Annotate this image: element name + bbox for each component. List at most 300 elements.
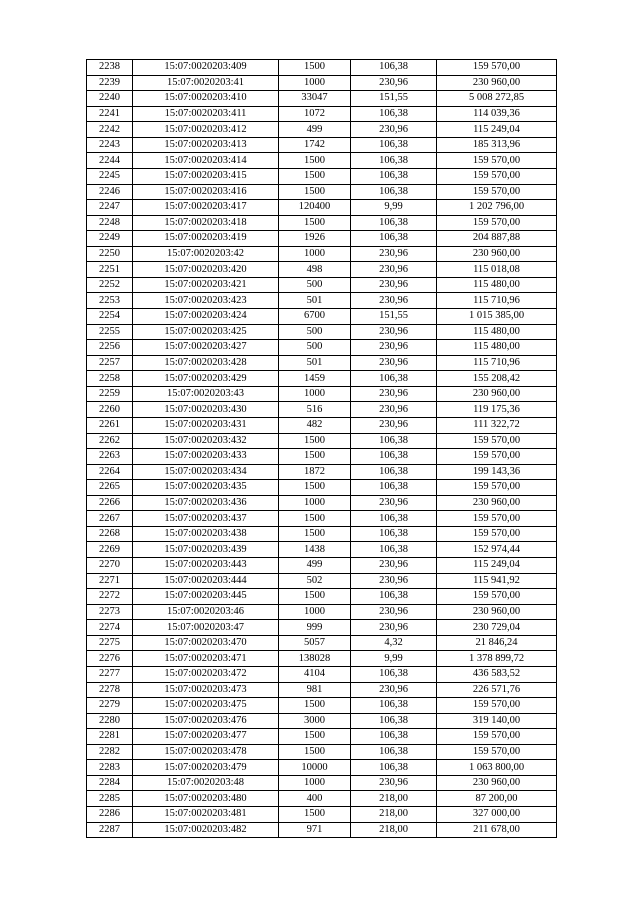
table-row <box>87 402 557 418</box>
rate-cell: 106,38 <box>351 698 437 714</box>
cadastral-number-cell: 15:07:0020203:436 <box>133 495 279 511</box>
value-cell: 1 202 796,00 <box>437 200 557 216</box>
row-number-cell: 2247 <box>87 200 133 216</box>
table-row <box>87 713 557 729</box>
cadastral-number-cell: 15:07:0020203:476 <box>133 713 279 729</box>
value-cell: 327 000,00 <box>437 807 557 823</box>
table-row <box>87 807 557 823</box>
cadastral-number-cell: 15:07:0020203:415 <box>133 168 279 184</box>
row-number-cell: 2275 <box>87 635 133 651</box>
area-cell: 6700 <box>279 309 351 325</box>
rate-cell: 106,38 <box>351 666 437 682</box>
value-cell: 115 018,08 <box>437 262 557 278</box>
value-cell: 211 678,00 <box>437 822 557 838</box>
row-number-cell: 2286 <box>87 807 133 823</box>
area-cell: 5057 <box>279 635 351 651</box>
row-number-cell: 2244 <box>87 153 133 169</box>
cadastral-number-cell: 15:07:0020203:43 <box>133 386 279 402</box>
cadastral-number-cell: 15:07:0020203:480 <box>133 791 279 807</box>
cadastral-number-cell: 15:07:0020203:473 <box>133 682 279 698</box>
row-number-cell: 2268 <box>87 526 133 542</box>
cadastral-number-cell: 15:07:0020203:48 <box>133 775 279 791</box>
area-cell: 1500 <box>279 168 351 184</box>
rate-cell: 106,38 <box>351 106 437 122</box>
row-number-cell: 2248 <box>87 215 133 231</box>
rate-cell: 106,38 <box>351 215 437 231</box>
row-number-cell: 2281 <box>87 729 133 745</box>
value-cell: 119 175,36 <box>437 402 557 418</box>
value-cell: 159 570,00 <box>437 433 557 449</box>
row-number-cell: 2256 <box>87 340 133 356</box>
area-cell: 501 <box>279 293 351 309</box>
cadastral-number-cell: 15:07:0020203:431 <box>133 417 279 433</box>
area-cell: 1500 <box>279 184 351 200</box>
table-row <box>87 215 557 231</box>
rate-cell: 106,38 <box>351 231 437 247</box>
area-cell: 1500 <box>279 526 351 542</box>
value-cell: 159 570,00 <box>437 744 557 760</box>
rate-cell: 106,38 <box>351 371 437 387</box>
row-number-cell: 2252 <box>87 277 133 293</box>
table-row <box>87 449 557 465</box>
rate-cell: 4,32 <box>351 635 437 651</box>
rate-cell: 230,96 <box>351 682 437 698</box>
area-cell: 1000 <box>279 495 351 511</box>
table-row <box>87 75 557 91</box>
row-number-cell: 2280 <box>87 713 133 729</box>
row-number-cell: 2271 <box>87 573 133 589</box>
cadastral-number-cell: 15:07:0020203:478 <box>133 744 279 760</box>
value-cell: 155 208,42 <box>437 371 557 387</box>
rate-cell: 230,96 <box>351 277 437 293</box>
cadastral-number-cell: 15:07:0020203:438 <box>133 526 279 542</box>
cadastral-number-cell: 15:07:0020203:409 <box>133 60 279 76</box>
area-cell: 1742 <box>279 137 351 153</box>
value-cell: 115 249,04 <box>437 122 557 138</box>
rate-cell: 230,96 <box>351 75 437 91</box>
cadastral-number-cell: 15:07:0020203:482 <box>133 822 279 838</box>
area-cell: 500 <box>279 277 351 293</box>
area-cell: 1500 <box>279 744 351 760</box>
rate-cell: 230,96 <box>351 604 437 620</box>
rate-cell: 230,96 <box>351 573 437 589</box>
value-cell: 5 008 272,85 <box>437 91 557 107</box>
area-cell: 1000 <box>279 604 351 620</box>
table-row <box>87 558 557 574</box>
rate-cell: 9,99 <box>351 200 437 216</box>
table-row <box>87 293 557 309</box>
cadastral-number-cell: 15:07:0020203:437 <box>133 511 279 527</box>
cadastral-number-cell: 15:07:0020203:417 <box>133 200 279 216</box>
row-number-cell: 2262 <box>87 433 133 449</box>
cadastral-number-cell: 15:07:0020203:439 <box>133 542 279 558</box>
cadastral-number-cell: 15:07:0020203:46 <box>133 604 279 620</box>
value-cell: 230 960,00 <box>437 386 557 402</box>
rate-cell: 218,00 <box>351 822 437 838</box>
cadastral-number-cell: 15:07:0020203:428 <box>133 355 279 371</box>
row-number-cell: 2284 <box>87 775 133 791</box>
table-row <box>87 635 557 651</box>
value-cell: 204 887,88 <box>437 231 557 247</box>
table-row <box>87 511 557 527</box>
table-row <box>87 340 557 356</box>
rate-cell: 230,96 <box>351 246 437 262</box>
row-number-cell: 2273 <box>87 604 133 620</box>
row-number-cell: 2253 <box>87 293 133 309</box>
cadastral-number-cell: 15:07:0020203:425 <box>133 324 279 340</box>
cadastral-number-cell: 15:07:0020203:421 <box>133 277 279 293</box>
table-row <box>87 386 557 402</box>
row-number-cell: 2258 <box>87 371 133 387</box>
row-number-cell: 2239 <box>87 75 133 91</box>
area-cell: 120400 <box>279 200 351 216</box>
rate-cell: 151,55 <box>351 91 437 107</box>
area-cell: 1072 <box>279 106 351 122</box>
row-number-cell: 2245 <box>87 168 133 184</box>
area-cell: 10000 <box>279 760 351 776</box>
rate-cell: 106,38 <box>351 744 437 760</box>
table-row <box>87 573 557 589</box>
cadastral-number-cell: 15:07:0020203:416 <box>133 184 279 200</box>
area-cell: 1000 <box>279 75 351 91</box>
cadastral-number-cell: 15:07:0020203:47 <box>133 620 279 636</box>
row-number-cell: 2261 <box>87 417 133 433</box>
value-cell: 159 570,00 <box>437 184 557 200</box>
cadastral-number-cell: 15:07:0020203:413 <box>133 137 279 153</box>
value-cell: 230 729,04 <box>437 620 557 636</box>
area-cell: 499 <box>279 122 351 138</box>
area-cell: 1926 <box>279 231 351 247</box>
table-row <box>87 666 557 682</box>
rate-cell: 106,38 <box>351 713 437 729</box>
value-cell: 115 710,96 <box>437 355 557 371</box>
area-cell: 971 <box>279 822 351 838</box>
row-number-cell: 2274 <box>87 620 133 636</box>
table-row <box>87 775 557 791</box>
area-cell: 1500 <box>279 589 351 605</box>
table-row <box>87 433 557 449</box>
area-cell: 981 <box>279 682 351 698</box>
value-cell: 226 571,76 <box>437 682 557 698</box>
table-row <box>87 822 557 838</box>
rate-cell: 106,38 <box>351 589 437 605</box>
table-row <box>87 153 557 169</box>
rate-cell: 106,38 <box>351 137 437 153</box>
row-number-cell: 2250 <box>87 246 133 262</box>
area-cell: 1438 <box>279 542 351 558</box>
value-cell: 319 140,00 <box>437 713 557 729</box>
cadastral-number-cell: 15:07:0020203:430 <box>133 402 279 418</box>
value-cell: 115 480,00 <box>437 324 557 340</box>
cadastral-number-cell: 15:07:0020203:472 <box>133 666 279 682</box>
row-number-cell: 2263 <box>87 449 133 465</box>
row-number-cell: 2249 <box>87 231 133 247</box>
parcel-value-table <box>86 59 557 838</box>
row-number-cell: 2254 <box>87 309 133 325</box>
table-row <box>87 277 557 293</box>
area-cell: 1872 <box>279 464 351 480</box>
row-number-cell: 2270 <box>87 558 133 574</box>
table-row <box>87 760 557 776</box>
value-cell: 21 846,24 <box>437 635 557 651</box>
cadastral-number-cell: 15:07:0020203:412 <box>133 122 279 138</box>
row-number-cell: 2240 <box>87 91 133 107</box>
row-number-cell: 2267 <box>87 511 133 527</box>
cadastral-number-cell: 15:07:0020203:419 <box>133 231 279 247</box>
rate-cell: 230,96 <box>351 262 437 278</box>
rate-cell: 230,96 <box>351 495 437 511</box>
table-row <box>87 480 557 496</box>
rate-cell: 230,96 <box>351 293 437 309</box>
rate-cell: 106,38 <box>351 184 437 200</box>
value-cell: 159 570,00 <box>437 526 557 542</box>
cadastral-number-cell: 15:07:0020203:471 <box>133 651 279 667</box>
cadastral-number-cell: 15:07:0020203:475 <box>133 698 279 714</box>
area-cell: 400 <box>279 791 351 807</box>
value-cell: 159 570,00 <box>437 168 557 184</box>
value-cell: 115 249,04 <box>437 558 557 574</box>
cadastral-number-cell: 15:07:0020203:444 <box>133 573 279 589</box>
rate-cell: 106,38 <box>351 168 437 184</box>
table-row <box>87 371 557 387</box>
value-cell: 115 710,96 <box>437 293 557 309</box>
table-row <box>87 309 557 325</box>
rate-cell: 230,96 <box>351 355 437 371</box>
value-cell: 1 063 800,00 <box>437 760 557 776</box>
table-row <box>87 168 557 184</box>
cadastral-number-cell: 15:07:0020203:443 <box>133 558 279 574</box>
row-number-cell: 2287 <box>87 822 133 838</box>
value-cell: 1 015 385,00 <box>437 309 557 325</box>
value-cell: 111 322,72 <box>437 417 557 433</box>
rate-cell: 230,96 <box>351 558 437 574</box>
area-cell: 999 <box>279 620 351 636</box>
row-number-cell: 2242 <box>87 122 133 138</box>
row-number-cell: 2283 <box>87 760 133 776</box>
value-cell: 1 378 899,72 <box>437 651 557 667</box>
row-number-cell: 2279 <box>87 698 133 714</box>
row-number-cell: 2282 <box>87 744 133 760</box>
area-cell: 4104 <box>279 666 351 682</box>
area-cell: 516 <box>279 402 351 418</box>
rate-cell: 230,96 <box>351 775 437 791</box>
value-cell: 436 583,52 <box>437 666 557 682</box>
table-row <box>87 184 557 200</box>
cadastral-number-cell: 15:07:0020203:411 <box>133 106 279 122</box>
value-cell: 159 570,00 <box>437 153 557 169</box>
value-cell: 152 974,44 <box>437 542 557 558</box>
value-cell: 114 039,36 <box>437 106 557 122</box>
table-row <box>87 137 557 153</box>
cadastral-number-cell: 15:07:0020203:423 <box>133 293 279 309</box>
cadastral-number-cell: 15:07:0020203:420 <box>133 262 279 278</box>
table-row <box>87 417 557 433</box>
table-row <box>87 620 557 636</box>
table-row <box>87 262 557 278</box>
table-row <box>87 744 557 760</box>
area-cell: 33047 <box>279 91 351 107</box>
rate-cell: 218,00 <box>351 791 437 807</box>
area-cell: 502 <box>279 573 351 589</box>
rate-cell: 230,96 <box>351 620 437 636</box>
area-cell: 1500 <box>279 215 351 231</box>
table-row <box>87 60 557 76</box>
value-cell: 159 570,00 <box>437 480 557 496</box>
table-row <box>87 464 557 480</box>
cadastral-number-cell: 15:07:0020203:435 <box>133 480 279 496</box>
row-number-cell: 2269 <box>87 542 133 558</box>
value-cell: 185 313,96 <box>437 137 557 153</box>
table-row <box>87 495 557 511</box>
area-cell: 1000 <box>279 775 351 791</box>
cadastral-number-cell: 15:07:0020203:41 <box>133 75 279 91</box>
row-number-cell: 2259 <box>87 386 133 402</box>
rate-cell: 106,38 <box>351 480 437 496</box>
value-cell: 159 570,00 <box>437 729 557 745</box>
table-row <box>87 324 557 340</box>
value-cell: 230 960,00 <box>437 246 557 262</box>
value-cell: 230 960,00 <box>437 75 557 91</box>
value-cell: 199 143,36 <box>437 464 557 480</box>
table-row <box>87 231 557 247</box>
row-number-cell: 2241 <box>87 106 133 122</box>
rate-cell: 106,38 <box>351 760 437 776</box>
area-cell: 1500 <box>279 60 351 76</box>
row-number-cell: 2238 <box>87 60 133 76</box>
area-cell: 1500 <box>279 449 351 465</box>
cadastral-number-cell: 15:07:0020203:418 <box>133 215 279 231</box>
table-body <box>87 60 557 838</box>
area-cell: 1500 <box>279 807 351 823</box>
row-number-cell: 2277 <box>87 666 133 682</box>
area-cell: 500 <box>279 340 351 356</box>
cadastral-number-cell: 15:07:0020203:424 <box>133 309 279 325</box>
row-number-cell: 2255 <box>87 324 133 340</box>
rate-cell: 106,38 <box>351 464 437 480</box>
value-cell: 159 570,00 <box>437 589 557 605</box>
row-number-cell: 2257 <box>87 355 133 371</box>
cadastral-number-cell: 15:07:0020203:433 <box>133 449 279 465</box>
table-row <box>87 526 557 542</box>
table-row <box>87 651 557 667</box>
area-cell: 482 <box>279 417 351 433</box>
cadastral-number-cell: 15:07:0020203:479 <box>133 760 279 776</box>
cadastral-number-cell: 15:07:0020203:429 <box>133 371 279 387</box>
rate-cell: 106,38 <box>351 729 437 745</box>
value-cell: 115 480,00 <box>437 340 557 356</box>
cadastral-number-cell: 15:07:0020203:470 <box>133 635 279 651</box>
rate-cell: 106,38 <box>351 511 437 527</box>
value-cell: 159 570,00 <box>437 449 557 465</box>
table-row <box>87 604 557 620</box>
table-row <box>87 589 557 605</box>
cadastral-number-cell: 15:07:0020203:414 <box>133 153 279 169</box>
row-number-cell: 2243 <box>87 137 133 153</box>
value-cell: 159 570,00 <box>437 60 557 76</box>
table-row <box>87 698 557 714</box>
cadastral-number-cell: 15:07:0020203:410 <box>133 91 279 107</box>
area-cell: 1500 <box>279 480 351 496</box>
rate-cell: 230,96 <box>351 402 437 418</box>
cadastral-number-cell: 15:07:0020203:434 <box>133 464 279 480</box>
value-cell: 230 960,00 <box>437 495 557 511</box>
table-row <box>87 729 557 745</box>
value-cell: 115 480,00 <box>437 277 557 293</box>
table-row <box>87 246 557 262</box>
rate-cell: 9,99 <box>351 651 437 667</box>
value-cell: 230 960,00 <box>437 775 557 791</box>
table-row <box>87 122 557 138</box>
cadastral-number-cell: 15:07:0020203:427 <box>133 340 279 356</box>
rate-cell: 230,96 <box>351 122 437 138</box>
rate-cell: 218,00 <box>351 807 437 823</box>
row-number-cell: 2246 <box>87 184 133 200</box>
cadastral-number-cell: 15:07:0020203:432 <box>133 433 279 449</box>
value-cell: 115 941,92 <box>437 573 557 589</box>
table-row <box>87 200 557 216</box>
rate-cell: 106,38 <box>351 526 437 542</box>
area-cell: 1500 <box>279 511 351 527</box>
value-cell: 87 200,00 <box>437 791 557 807</box>
row-number-cell: 2272 <box>87 589 133 605</box>
area-cell: 500 <box>279 324 351 340</box>
row-number-cell: 2260 <box>87 402 133 418</box>
row-number-cell: 2265 <box>87 480 133 496</box>
cadastral-number-cell: 15:07:0020203:42 <box>133 246 279 262</box>
cadastral-number-cell: 15:07:0020203:477 <box>133 729 279 745</box>
area-cell: 1000 <box>279 246 351 262</box>
area-cell: 1000 <box>279 386 351 402</box>
area-cell: 1500 <box>279 433 351 449</box>
rate-cell: 230,96 <box>351 417 437 433</box>
area-cell: 1500 <box>279 729 351 745</box>
value-cell: 159 570,00 <box>437 215 557 231</box>
value-cell: 159 570,00 <box>437 511 557 527</box>
rate-cell: 106,38 <box>351 433 437 449</box>
rate-cell: 230,96 <box>351 324 437 340</box>
row-number-cell: 2278 <box>87 682 133 698</box>
rate-cell: 106,38 <box>351 153 437 169</box>
area-cell: 3000 <box>279 713 351 729</box>
rate-cell: 151,55 <box>351 309 437 325</box>
cadastral-number-cell: 15:07:0020203:445 <box>133 589 279 605</box>
rate-cell: 230,96 <box>351 340 437 356</box>
table-row <box>87 355 557 371</box>
table-row <box>87 91 557 107</box>
table-row <box>87 791 557 807</box>
cadastral-number-cell: 15:07:0020203:481 <box>133 807 279 823</box>
row-number-cell: 2264 <box>87 464 133 480</box>
row-number-cell: 2276 <box>87 651 133 667</box>
rate-cell: 230,96 <box>351 386 437 402</box>
area-cell: 1459 <box>279 371 351 387</box>
area-cell: 498 <box>279 262 351 278</box>
rate-cell: 106,38 <box>351 542 437 558</box>
area-cell: 499 <box>279 558 351 574</box>
row-number-cell: 2266 <box>87 495 133 511</box>
value-cell: 159 570,00 <box>437 698 557 714</box>
area-cell: 1500 <box>279 153 351 169</box>
rate-cell: 106,38 <box>351 449 437 465</box>
table-row <box>87 682 557 698</box>
row-number-cell: 2251 <box>87 262 133 278</box>
table-row <box>87 542 557 558</box>
area-cell: 501 <box>279 355 351 371</box>
row-number-cell: 2285 <box>87 791 133 807</box>
table-row <box>87 106 557 122</box>
area-cell: 1500 <box>279 698 351 714</box>
area-cell: 138028 <box>279 651 351 667</box>
